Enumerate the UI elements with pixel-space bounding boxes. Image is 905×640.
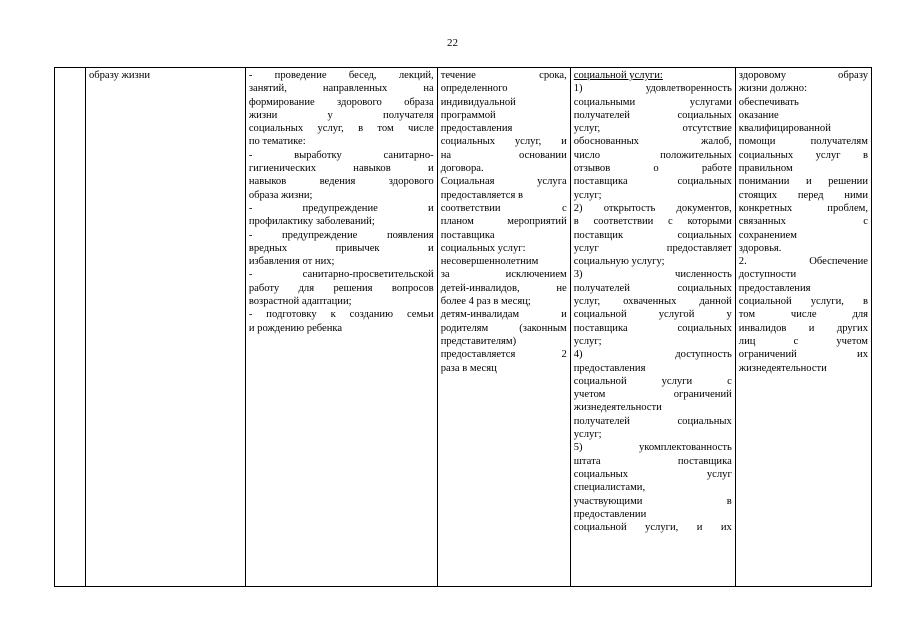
cell-line: здоровья. — [738, 242, 782, 254]
cell-line: образу жизни — [88, 70, 151, 81]
cell-line: жизнедеятельности — [573, 402, 662, 414]
cell-line: социальной услуги, и их — [573, 522, 732, 534]
cell-line: работу для решения вопросов — [248, 282, 434, 294]
row-number-cell — [55, 68, 86, 587]
cell-line: отзывов о работе — [573, 163, 732, 175]
cell-line: - выработку санитарно- — [248, 149, 434, 161]
cell-line: связанных с — [738, 216, 868, 228]
cell-line: доступности — [738, 269, 797, 281]
table-row — [55, 68, 872, 587]
cell-line: возрастной адаптации; — [248, 296, 352, 308]
page-number: 22 — [447, 37, 458, 49]
cell-line: раза в месяц — [440, 362, 497, 374]
cell-line: навыков ведения здорового — [248, 176, 434, 188]
cell-line: жизнедеятельности — [738, 362, 827, 374]
cell-line: в соответствии с которыми — [573, 216, 732, 228]
cell-line: специалистами, — [573, 482, 646, 494]
cell-line: 4) доступность — [573, 349, 732, 361]
cell-line: социальных услуг: — [440, 242, 526, 254]
service-timing-cell — [437, 68, 570, 587]
quality-indicators-cell — [570, 68, 735, 587]
cell-line: формирование здорового образа — [248, 96, 434, 108]
cell-line: предоставлении — [573, 508, 647, 520]
cell-line: соответствии с — [440, 202, 567, 214]
cell-line: представителям) — [440, 335, 517, 347]
cell-line: поставщик социальных — [573, 229, 732, 241]
cell-line: Социальная услуга — [440, 176, 567, 188]
cell-line: помощи получателям — [738, 136, 868, 148]
cell-line: детей-инвалидов, не — [440, 282, 567, 294]
cell-line: социальными услугами — [573, 96, 732, 108]
cell-line: здоровому образу — [738, 70, 868, 81]
cell-line: планом мероприятий — [440, 216, 567, 228]
cell-line: поставщика социальных — [573, 322, 732, 334]
cell-line: занятий, направленных на — [248, 83, 434, 95]
cell-line: квалифицированной — [738, 123, 831, 135]
cell-line: предоставления — [573, 362, 646, 374]
cell-line: социальной услуги: — [573, 70, 663, 81]
cell-line: образа жизни; — [248, 189, 313, 201]
cell-line: поставщика социальных — [573, 176, 732, 188]
cell-line: инвалидов и других — [738, 322, 868, 334]
cell-line: - санитарно-просветительской — [248, 269, 434, 281]
cell-line: несовершеннолетним — [440, 256, 539, 268]
cell-line: штата поставщика — [573, 455, 732, 467]
cell-line: 2. Обеспечение — [738, 256, 868, 268]
cell-line: услуг предоставляет — [573, 242, 732, 254]
cell-line: предоставления — [738, 282, 811, 294]
cell-line: учетом ограничений — [573, 389, 732, 401]
cell-line: социальных услуг — [573, 468, 732, 480]
cell-line: - предупреждение появления — [248, 229, 434, 241]
cell-line: 1) удовлетворенность — [573, 83, 732, 95]
cell-line: социальной услугой у — [573, 309, 732, 321]
cell-line: социальных услуг в — [738, 149, 868, 161]
cell-line: программой — [440, 109, 496, 121]
cell-line: обеспечивать — [738, 96, 799, 108]
cell-line: том числе для — [738, 309, 868, 321]
cell-line: определенного — [440, 83, 508, 95]
cell-line: предоставления — [440, 123, 513, 135]
cell-line: предоставляется 2 — [440, 349, 567, 361]
cell-line: профилактику заболеваний; — [248, 216, 375, 228]
cell-line: и рождению ребенка — [248, 322, 343, 334]
cell-line: понимании и решении — [738, 176, 868, 188]
cell-line: стоящих перед ними — [738, 189, 868, 201]
services-table — [54, 67, 872, 587]
cell-line: услуг; — [573, 335, 602, 347]
cell-line: число положительных — [573, 149, 732, 161]
cell-line: 3) численность — [573, 269, 732, 281]
cell-line: на основании — [440, 149, 567, 161]
cell-line: вредных привычек и — [248, 242, 434, 254]
cell-line: избавления от них; — [248, 256, 335, 268]
cell-line: предоставляется в — [440, 189, 524, 201]
cell-line: оказание — [738, 109, 779, 121]
cell-line: сохранением — [738, 229, 797, 241]
service-name-cell — [85, 68, 245, 587]
conditions-cell — [735, 68, 871, 587]
cell-line: лиц с учетом — [738, 335, 868, 347]
cell-line: индивидуальной — [440, 96, 516, 108]
cell-line: услуг, отсутствие — [573, 123, 732, 135]
cell-line: жизни должно: — [738, 83, 808, 95]
cell-line: договора. — [440, 163, 484, 175]
cell-line: - подготовку к созданию семьи — [248, 309, 434, 321]
cell-line: более 4 раз в месяц; — [440, 296, 531, 308]
cell-line: 2) открытость документов, — [573, 202, 732, 214]
cell-line: родителям (законным — [440, 322, 567, 334]
cell-line: услуг; — [573, 189, 602, 201]
cell-line: получателей социальных — [573, 109, 732, 121]
cell-line: ограничений их — [738, 349, 868, 361]
cell-line: получателей социальных — [573, 415, 732, 427]
cell-line: за исключением — [440, 269, 567, 281]
cell-line: по тематике: — [248, 136, 306, 148]
cell-line: социальную услугу; — [573, 256, 665, 268]
cell-line: детям-инвалидам и — [440, 309, 567, 321]
cell-line: социальной услуги, в — [738, 296, 868, 308]
service-description-cell — [245, 68, 437, 587]
cell-line: обоснованных жалоб, — [573, 136, 732, 148]
cell-line: гигиенических навыков и — [248, 163, 434, 175]
cell-line: правильном — [738, 163, 793, 175]
cell-line: конкретных проблем, — [738, 202, 868, 214]
cell-line: поставщика — [440, 229, 495, 241]
cell-line: услуг, охваченных данной — [573, 296, 732, 308]
cell-line: 5) укомплектованность — [573, 442, 732, 454]
cell-line: - предупреждение и — [248, 202, 434, 214]
cell-line: течение срока, — [440, 70, 567, 81]
cell-line: услуг; — [573, 429, 602, 441]
cell-line: получателей социальных — [573, 282, 732, 294]
cell-line: жизни у получателя — [248, 109, 434, 121]
cell-line: социальной услуги с — [573, 375, 732, 387]
cell-line: - проведение бесед, лекций, — [248, 70, 434, 81]
cell-line: социальных услуг, и — [440, 136, 567, 148]
cell-line: участвующими в — [573, 495, 732, 507]
cell-line: социальных услуг, в том числе — [248, 123, 434, 135]
